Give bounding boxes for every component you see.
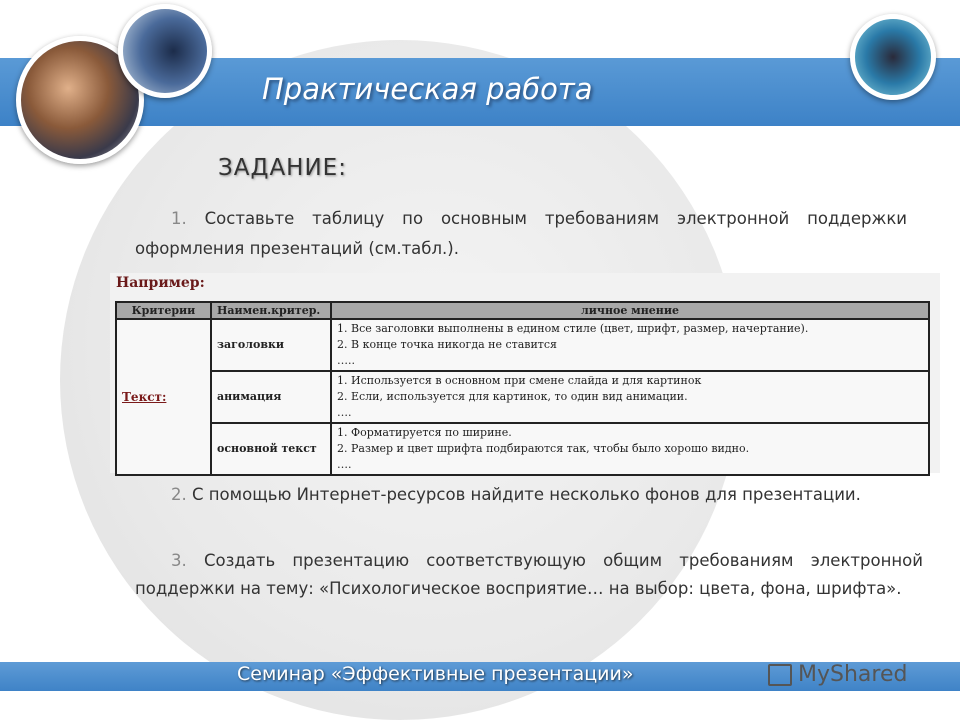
header-criteria: Критерии	[116, 302, 211, 319]
opinion-line: ….	[337, 458, 352, 471]
row-opinion	[331, 371, 929, 423]
criterion-cell	[116, 319, 211, 475]
business-photo-right	[850, 14, 936, 100]
opinion-line: ….	[337, 406, 352, 419]
table-row	[116, 423, 929, 475]
watermark-logo	[768, 662, 907, 687]
task-number: 3.	[171, 551, 187, 570]
example-table	[115, 301, 930, 476]
example-label: Например:	[116, 275, 205, 291]
header-name: Наимен.критер.	[211, 302, 331, 319]
row-name: заголовки	[211, 319, 331, 371]
opinion-line: 1. Используется в основном при смене слайда и для картинок	[337, 374, 702, 387]
watermark-text: MyShared	[798, 662, 908, 687]
opinion-line: 2. Если, используется для картинок, то один вид анимации.	[337, 390, 688, 403]
opinion-line: 1. Форматируется по ширине.	[337, 426, 512, 439]
slide-title: Практическая работа	[262, 72, 593, 106]
opinion-line: …..	[337, 354, 355, 367]
task-text: С помощью Интернет-ресурсов найдите несколько фонов для презентации.	[192, 485, 861, 504]
header-opinion: личное мнение	[331, 302, 929, 319]
task-2	[135, 479, 917, 511]
task-number: 2.	[171, 485, 187, 504]
task-text: Создать презентацию соответствующую общим требованиям электронной поддержки на тему: «Психологическое восприятие… на выбор: цвета, фона, шрифта».	[135, 551, 923, 598]
example-table-image	[110, 273, 940, 473]
footer-text: Семинар «Эффективные презентации»	[237, 663, 634, 685]
task-3	[135, 547, 923, 603]
criterion-text: Текст:	[122, 389, 167, 404]
opinion-line: 1. Все заголовки выполнены в едином стиле (цвет, шрифт, размер, начертание).	[337, 322, 809, 335]
row-opinion	[331, 423, 929, 475]
table-row	[116, 319, 929, 371]
task-1	[135, 204, 907, 264]
task-heading: ЗАДАНИЕ:	[218, 155, 347, 181]
task-number: 1.	[171, 209, 187, 228]
row-name: анимация	[211, 371, 331, 423]
table-row	[116, 371, 929, 423]
business-photo-handshake	[118, 4, 212, 98]
opinion-line: 2. Размер и цвет шрифта подбираются так, чтобы было хорошо видно.	[337, 442, 750, 455]
opinion-line: 2. В конце точка никогда не ставится	[337, 338, 557, 351]
row-name: основной текст	[211, 423, 331, 475]
presentation-board-icon	[768, 664, 792, 686]
task-text: Составьте таблицу по основным требованиям электронной поддержки оформления презентаций (см.табл.).	[135, 209, 908, 258]
row-opinion	[331, 319, 929, 371]
